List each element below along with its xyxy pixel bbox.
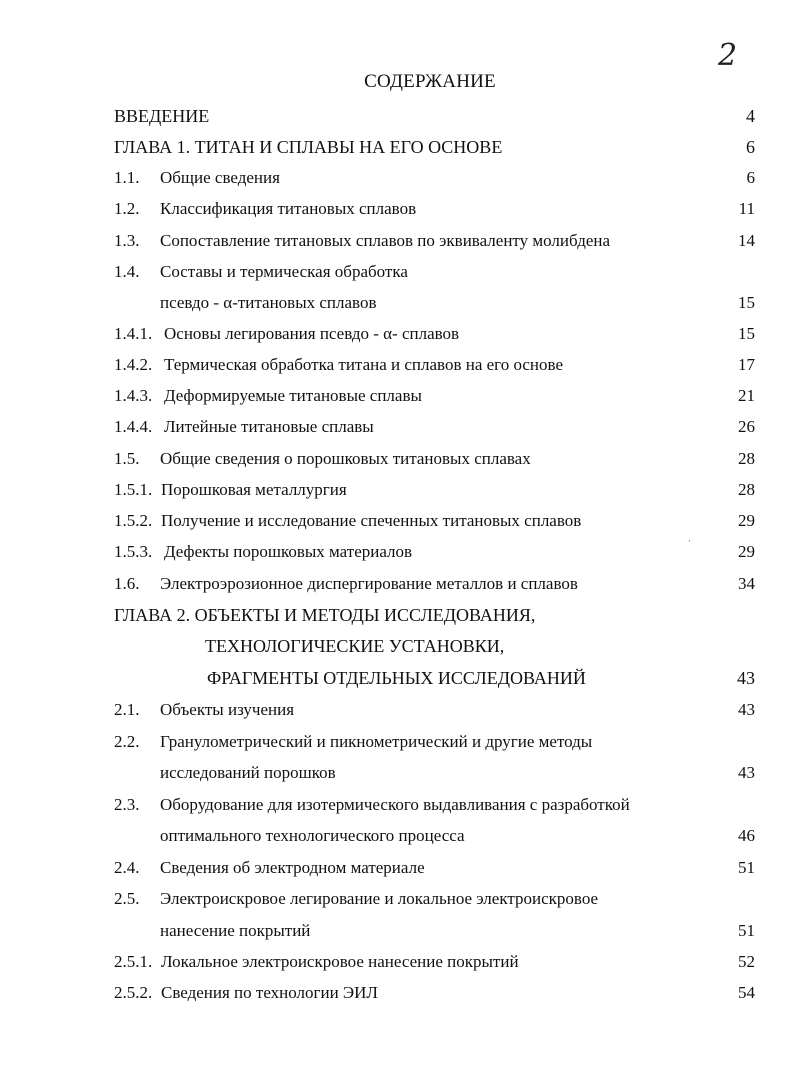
toc-entry-chapter-2 — [0, 600, 799, 630]
toc-entry-page: 29 — [738, 542, 755, 561]
toc-entry-text: Гранулометрический и пикнометрический и другие методы — [160, 732, 593, 751]
toc-entry-chapter-2-continuation — [0, 663, 799, 693]
toc-entry-number: 1.2. — [114, 199, 140, 218]
toc-entry-page: 6 — [746, 168, 755, 187]
toc-entry-page: 4 — [746, 106, 755, 126]
toc-entry-text: ФРАГМЕНТЫ ОТДЕЛЬНЫХ ИССЛЕДОВАНИЙ — [207, 668, 586, 688]
toc-entry-number: 2.4. — [114, 858, 140, 877]
toc-entry — [0, 537, 799, 567]
toc-entry — [0, 194, 799, 224]
toc-entry-number: 1.5.3. — [114, 542, 153, 561]
toc-entry-number: 1.4.1. — [114, 324, 153, 343]
toc-entry-text: Составы и термическая обработка — [160, 262, 408, 281]
toc-entry — [0, 475, 799, 505]
toc-entry-text: Порошковая металлургия — [161, 480, 347, 499]
toc-entry-page: 21 — [738, 386, 755, 405]
toc-entry-number: 1.4.2. — [114, 355, 153, 374]
toc-entry — [0, 412, 799, 442]
toc-entry — [0, 695, 799, 725]
toc-entry-page: 52 — [738, 952, 755, 971]
toc-entry-text: Основы легирования псевдо - α- сплавов — [164, 324, 460, 343]
toc-entry — [0, 506, 799, 536]
toc-entry-number: 2.5.1. — [114, 952, 153, 971]
toc-entry — [0, 853, 799, 883]
toc-entry-text: Сведения по технологии ЭИЛ — [161, 983, 378, 1002]
toc-entry-number: 1.3. — [114, 231, 140, 250]
toc-entry — [0, 319, 799, 349]
handwritten-page-number: 2 — [718, 38, 738, 73]
toc-entry-text: Общие сведения о порошковых титановых сплавах — [160, 449, 531, 468]
toc-entry-page: 46 — [738, 826, 755, 845]
toc-entry-number: 2.3. — [114, 795, 140, 814]
toc-entry — [0, 790, 799, 820]
toc-entry-number: 1.5. — [114, 449, 140, 468]
toc-entry-page: 51 — [738, 921, 755, 940]
toc-entry-text: ВВЕДЕНИЕ — [114, 106, 210, 126]
toc-entry-text: псевдо - α-титановых сплавов — [160, 293, 377, 312]
toc-entry-number: 1.4.4. — [114, 417, 153, 436]
toc-entry-page: 26 — [738, 417, 755, 436]
toc-entry-introduction — [0, 101, 799, 131]
toc-entry-text: оптимального технологического процесса — [160, 826, 465, 845]
toc-entry-page: 29 — [738, 511, 755, 530]
toc-entry-text: Деформируемые титановые сплавы — [164, 386, 422, 405]
toc-entry-text: Термическая обработка титана и сплавов на его основе — [164, 355, 563, 374]
toc-entry-text: нанесение покрытий — [160, 921, 311, 940]
toc-entry-number: 1.1. — [114, 168, 140, 187]
toc-entry-page: 17 — [738, 355, 755, 374]
toc-entry-chapter-2-continuation — [0, 631, 799, 661]
toc-entry — [0, 226, 799, 256]
toc-entry-text: Общие сведения — [160, 168, 280, 187]
toc-entry-continuation — [0, 821, 799, 851]
toc-entry-chapter-1 — [0, 132, 799, 162]
toc-entry — [0, 257, 799, 287]
toc-entry-number: 1.5.2. — [114, 511, 153, 530]
toc-entry-number: 1.4.3. — [114, 386, 153, 405]
toc-title: СОДЕРЖАНИЕ — [364, 71, 496, 92]
toc-entry-text: Классификация титановых сплавов — [160, 199, 417, 218]
toc-entry-text: Дефекты порошковых материалов — [164, 542, 413, 561]
toc-entry — [0, 947, 799, 977]
toc-entry-continuation — [0, 758, 799, 788]
toc-entry-text: ТЕХНОЛОГИЧЕСКИЕ УСТАНОВКИ, — [205, 636, 505, 656]
toc-entry-page: 43 — [737, 668, 755, 688]
toc-entry-number: 2.1. — [114, 700, 140, 719]
toc-entry-text: Оборудование для изотермического выдавливания с разработкой — [160, 795, 630, 814]
toc-entry — [0, 444, 799, 474]
toc-entry-number: 2.5.2. — [114, 983, 153, 1002]
toc-entry-page: 14 — [738, 231, 755, 250]
toc-entry-text: Сведения об электродном материале — [160, 858, 425, 877]
toc-entry-text: Получение и исследование спеченных титановых сплавов — [161, 511, 582, 530]
toc-entry — [0, 163, 799, 193]
toc-entry-page: 6 — [746, 137, 755, 157]
toc-entry-page: 28 — [738, 449, 755, 468]
toc-entry-text: ГЛАВА 2. ОБЪЕКТЫ И МЕТОДЫ ИССЛЕДОВАНИЯ, — [114, 605, 536, 625]
toc-entry-text: Литейные титановые сплавы — [164, 417, 374, 436]
scan-speck: · — [688, 536, 691, 546]
toc-entry-number: 2.2. — [114, 732, 140, 751]
toc-entry — [0, 884, 799, 914]
toc-entry-page: 15 — [738, 293, 755, 312]
toc-entry — [0, 727, 799, 757]
toc-entry-text: Сопоставление титановых сплавов по эквиваленту молибдена — [160, 231, 611, 250]
toc-entry — [0, 381, 799, 411]
toc-entry-page: 51 — [738, 858, 755, 877]
toc-entry-number: 1.4. — [114, 262, 140, 281]
toc-entry-text: Локальное электроискровое нанесение покрытий — [161, 952, 519, 971]
toc-entry-text: Электроискровое легирование и локальное электроискровое — [160, 889, 599, 908]
toc-entry-text: Объекты изучения — [160, 700, 295, 719]
toc-entry-page: 15 — [738, 324, 755, 343]
toc-entry-number: 1.5.1. — [114, 480, 153, 499]
toc-entry-text: ГЛАВА 1. ТИТАН И СПЛАВЫ НА ЕГО ОСНОВЕ — [114, 137, 503, 157]
toc-entry — [0, 978, 799, 1008]
toc-entry-number: 2.5. — [114, 889, 140, 908]
toc-entry-page: 54 — [738, 983, 755, 1002]
toc-entry — [0, 350, 799, 380]
toc-entry-text: исследований порошков — [160, 763, 336, 782]
toc-entry — [0, 569, 799, 599]
toc-entry-page: 28 — [738, 480, 755, 499]
toc-entry-number: 1.6. — [114, 574, 140, 593]
toc-entry-page: 34 — [738, 574, 755, 593]
toc-entry-page: 11 — [738, 199, 755, 218]
toc-entry-continuation — [0, 916, 799, 946]
toc-entry-page: 43 — [738, 700, 755, 719]
toc-entry-page: 43 — [738, 763, 755, 782]
toc-entry-continuation — [0, 288, 799, 318]
toc-entry-text: Электроэрозионное диспергирование металлов и сплавов — [160, 574, 578, 593]
